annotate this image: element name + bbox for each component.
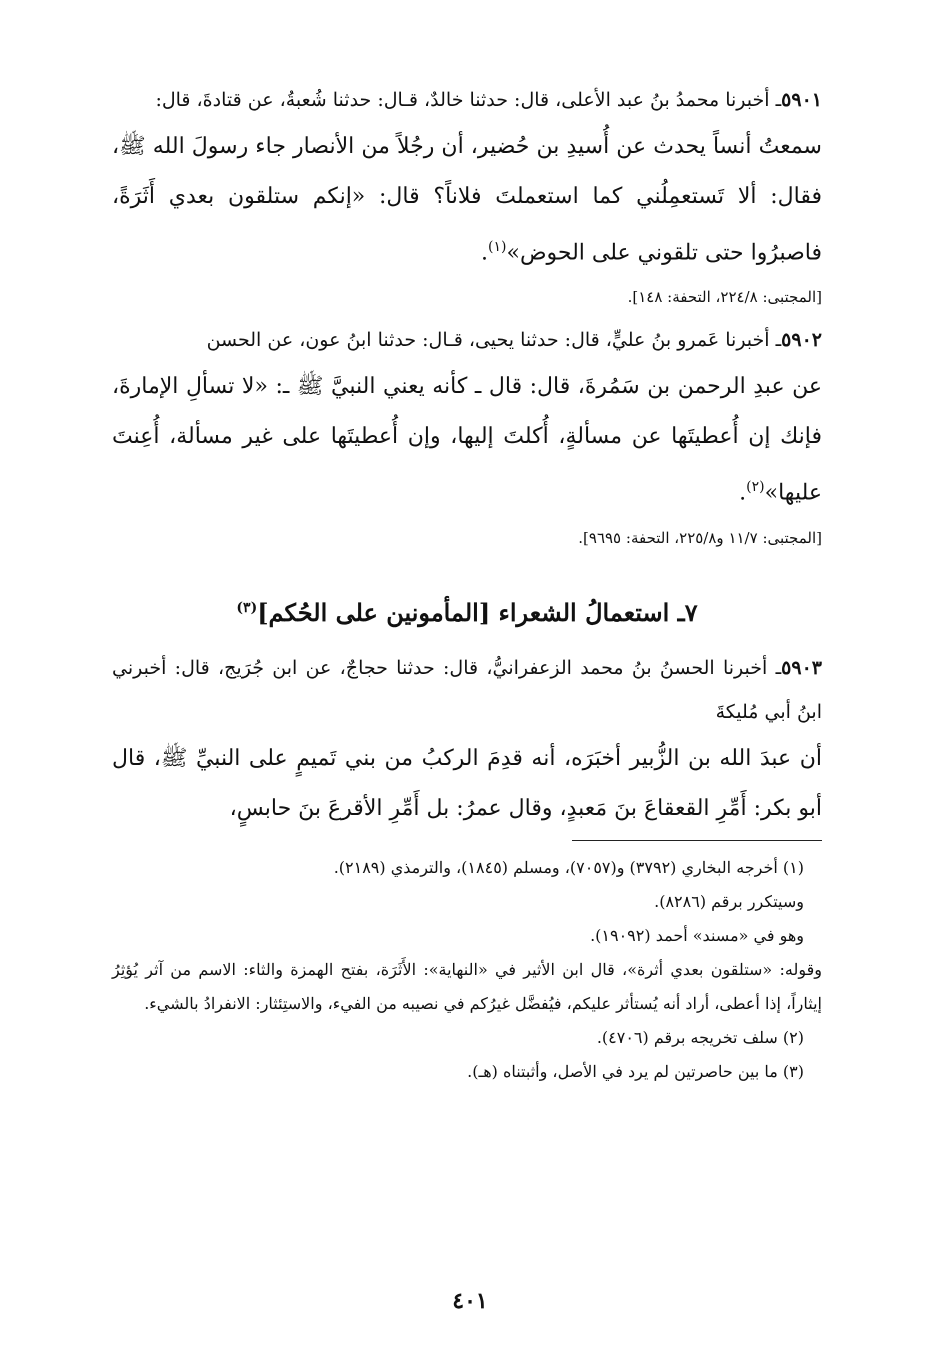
hadith-chain-text: ـ أخبرنا الحسنُ بنُ محمد الزعفرانيُّ، قال: حدثنا حجاجٌ، عن ابن جُرَيج، قال: أخبرني ابنُ أبي مُليكةَ [112,656,822,723]
hadith-chain [112,646,822,734]
chapter-heading [112,581,822,640]
hadith-text: عن عبدِ الرحمن بن سَمُرةَ، قال: قال ـ كأنه يعني النبيَّ ﷺ ـ: «لا تسألِ الإمارةَ، فإنك إن أُعطيتَها عن مسألةٍ، أُكلتَ إليها، وإن أُعطيتَها على غير مسألة، أُعِنتَ عليها»$^{(٢)}$. [112,374,822,506]
footnote-ref[interactable]: (٣) [236,599,258,616]
hadith-number: ٥٩٠١ [781,89,822,111]
hadith-reference: [المجتبى: ١١/٧ و٢٢٥/٨، التحفة: ٩٦٩٥]. [578,528,822,547]
chapter-title: ٧ـ استعمالُ الشعراء [المأمونين على الحُكم] [257,597,698,627]
hadith-number: ٥٩٠٣ [781,656,822,679]
hadith-chain-text: ـ أخبرنا محمدُ بنُ عبد الأعلى، قال: حدثنا خالدٌ، قـال: حدثنا شُعبةُ، عن قتادةَ، قال: [155,89,782,111]
footnotes [112,851,822,1089]
page-number: ٤٠١ [452,1288,488,1314]
hadith-body: عن عبدِ الرحمن بن سَمُرةَ، قال: قال ـ كأنه يعني النبيَّ ﷺ ـ: «لا تسألِ الإمارةَ، فإنك إن أُعطيتَها عن مسألةٍ، أُكلتَ إليها، وإن أُعطيتَها على غير مسألة، أُعِنتَ عليها» [112,374,822,506]
hadith-body: أن عبدَ الله بن الزُّبير أخبَرَه، أنه قدِمَ الركبُ من بني تَميمٍ على النبيِّ ﷺ، قال أبو بكر: أَمِّرِ القعقاعَ بنَ مَعبدٍ، وقال عمرُ: بل أَمِّرِ الأقرعَ بنَ حابسٍ، [112,745,822,821]
footnote: (١) أخرجه البخاري (٣٧٩٢) و(٧٠٥٧)، ومسلم (١٨٤٥)، والترمذي (٢١٨٩). [333,857,804,877]
hadith-body: سمعتُ أنساً يحدث عن أُسيدِ بن حُضير، أن رجُلاً من الأنصار جاء رسولَ الله ﷺ، فقال: ألا تَستعمِلُني كما استعملتَ فلاناً؟ قال: «إنكم ستلقون بعدي أَثَرَةً، فاصبرُوا حتى تلقوني على الحوض» [112,134,822,266]
hadith-chain-text: ـ أخبرنا عَمرو بنُ عليٍّ، قال: حدثنا يحيى، قـال: حدثنا ابنُ عون، عن الحسن [206,329,782,352]
footnote: (٣) ما بين حاصرتين لم يرد في الأصل، وأثبتناه (هـ). [467,1061,804,1081]
hadith-chain [112,318,822,362]
footnote: (٢) سلف تخريجه برقم (٤٧٠٦). [596,1027,804,1047]
footnote: وسيتكرر برقم (٨٢٨٦). [654,891,804,911]
hadith-text: سمعتُ أنساً يحدث عن أُسيدِ بن حُضير، أن رجُلاً من الأنصار جاء رسولَ الله ﷺ، فقال: ألا تَستعمِلُني كما استعملتَ فلاناً؟ قال: «إنكم ستلقون بعدي أَثَرَةً، فاصبرُوا حتى تلقوني على الحوض»$^{(١)}$. [112,134,822,266]
footnote: وهو في «مسند» أحمد (١٩٠٩٢). [590,925,804,945]
hadith-reference: [المجتبى: ٢٢٤/٨، التحفة: ١٤٨]. [627,288,822,307]
hadith-text [112,734,822,834]
hadith-chain [112,78,822,122]
footnote: وقوله: «ستلقون بعدي أثرة»، قال ابن الأثير في «النهاية»: الأَثَرَة، بفتح الهمزة والثاء: الاسم من آثر يُؤثِرُ إيثاراً، إذا أعطى، أراد أنه يُستأثر عليكم، فيُفضَّل غيرُكم في نصيبه من الفيء، والاستِئثار: الانفرادُ بالشيء. [112,959,822,1013]
footnote-divider [572,840,822,841]
footnote-ref[interactable]: (١) [488,239,507,255]
hadith-number: ٥٩٠٢ [781,329,822,352]
page-body [112,78,822,1089]
footnote-ref[interactable]: (٢) [746,479,765,496]
